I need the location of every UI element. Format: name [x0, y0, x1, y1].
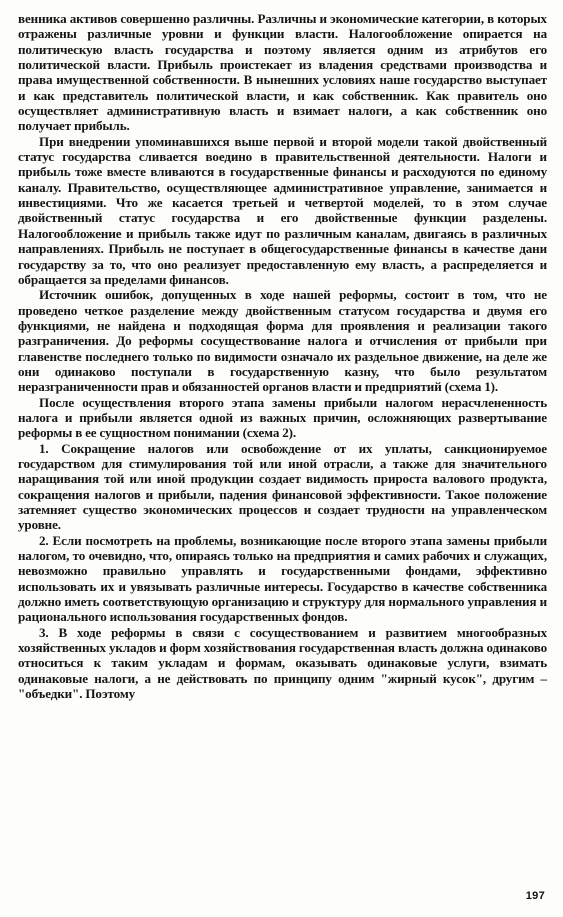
page-number: 197 — [525, 890, 545, 902]
paragraph-1: венника активов совершенно различны. Различны и экономические категории, в которых отражены различные уровни и функции власти. Налогообложение опирается на политическую власть государства и поэтому является одним из атрибутов его политической власти. Прибыль проистекает из владения средствами производства и права имущественной собственности. В нынешних условиях наше государство выступает и как представитель политической власти, и как собственник. Как правитель оно осуществляет административную власть и взимает налоги, а как собственник оно получает прибыль. — [18, 11, 547, 134]
paragraph-2: При внедрении упоминавшихся выше первой и второй модели такой двойственный статус государства сливается воедино в правительственной деятельности. Налоги и прибыль тоже вместе вливаются в государственные финансы и расходуются по единому каналу. Правительство, осуществляющее административное управление, занимается и инвестициями. Что же касается третьей и четвертой моделей, то в этом случае двойственный статус государства и его двойственные функции разделены. Налогообложение и прибыль также идут по различным каналам, двигаясь в различных направлениях. Прибыль не поступает в общегосударственные финансы в качестве дани государству за то, что оно реализует предоставленную ему власть, а распределяется и обращается за пределами финансов. — [18, 133, 547, 287]
paragraph-7: 3. В ходе реформы в связи с сосуществованием и развитием многообразных хозяйственных укладов и форм хозяйствования государственная власть должна одинаково относиться к таким укладам и формам, оказывать одинаковые услуги, взимать одинаковые налоги, а не действовать по принципу одним "жирный кусок", другим – "объедки". Поэтому — [18, 624, 547, 702]
paragraph-3: Источник ошибок, допущенных в ходе нашей реформы, состоит в том, что не проведено четкое разделение между двойственным статусом государства и двумя его функциями, не найдена и подходящая форма для проявления и реализации такого разграничения. До реформы сосуществование налога и отчисления от прибыли при главенстве последнего только по видимости означало их раздельное движение, на деле же они одинаково поступали в государственную казну, что было результатом неразграниченности прав и обязанностей органов власти и предприятий (схема 1). — [18, 287, 547, 395]
paragraph-4: После осуществления второго этапа замены прибыли налогом нерасчлененность налога и прибыли является одной из важных причин, осложняющих развертывание реформы в ее сущностном понимании (схема 2). — [18, 394, 547, 441]
paragraph-5: 1. Сокращение налогов или освобождение от их уплаты, санкционируемое государством для стимулирования той или иной отрасли, а также для значительного наращивания той или иной продукции создает видимость прироста валового продукта, сокращения налогов и прибыли, падения финансовой эффективности. Такое положение затемняет существо экономических процессов и создает трудности на управленческом уровне. — [18, 440, 547, 533]
body-text — [18, 11, 547, 701]
paragraph-6: 2. Если посмотреть на проблемы, возникающие после второго этапа замены прибыли налогом, то очевидно, что, опираясь только на предприятия и самих рабочих и служащих, невозможно правильно управлять и государственными фондами, эффективно использовать их и увязывать различные интересы. Государство в качестве собственника должно иметь соответствующую организацию и структуру для нормального управления и рационального использования государственных фондов. — [18, 532, 547, 625]
